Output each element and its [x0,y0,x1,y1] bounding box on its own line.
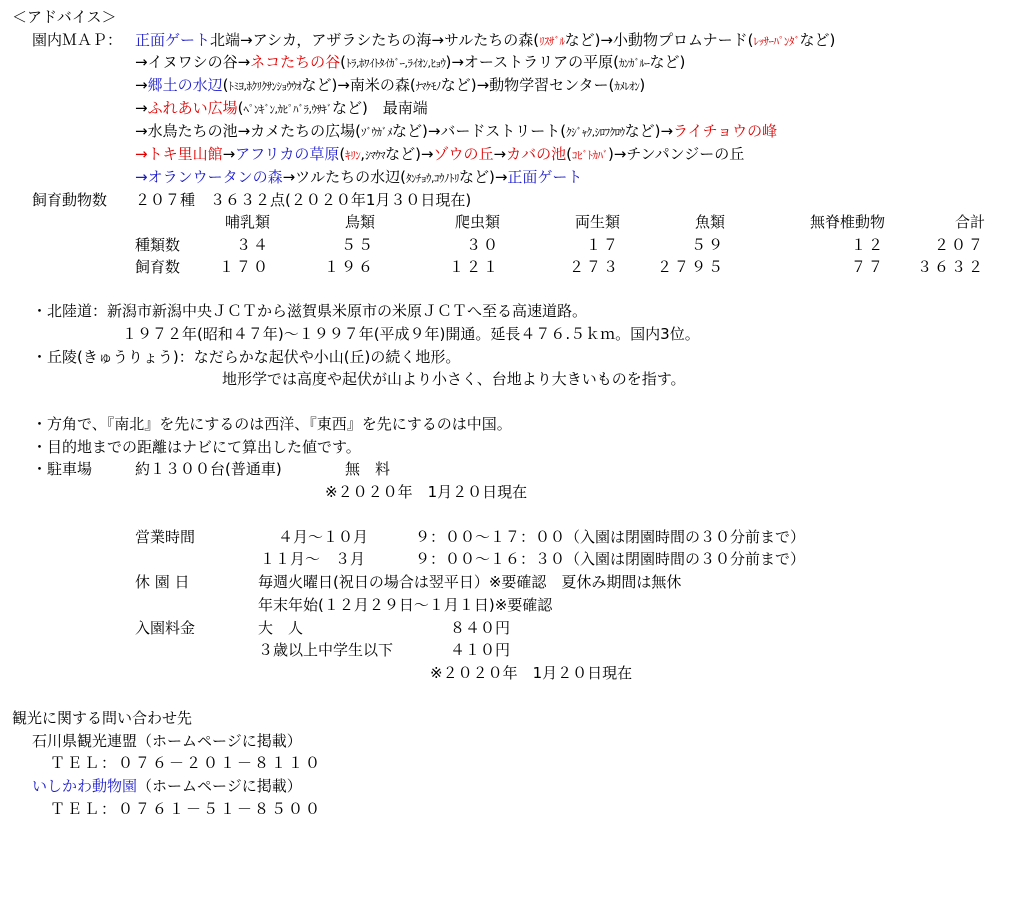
hours-time-2: ９：００～１６：３０（入園は閉園時間の３０分前まで） [415,550,806,568]
note-hokuriku-detail: １９７２年(昭和４７年)～１９９７年(平成９年)開通。延長４７６.５ｋｍ。国内3位。 [122,325,700,343]
contact-org-2 [32,775,302,797]
route-segment: ﾚｯｻｰﾊﾟﾝﾀﾞ [753,35,800,48]
route-segment: ｼﾏｳﾏ [365,149,386,162]
table-cell: ３６３２ [916,258,985,276]
table-cell: １９６ [323,258,375,276]
route-segment: ﾘｽｻﾞﾙ [539,35,565,48]
route-segment: → [135,76,148,94]
route-segment: など) 最南端 [331,99,428,117]
route-segment: 郷土の水辺 [147,76,223,94]
map-route-line-3 [135,74,645,98]
advice-heading: ＜アドバイス＞ [12,8,117,26]
table-header: 爬虫類 [454,213,500,231]
route-segment: ( [339,145,346,163]
table-cell: ２７９５ [656,258,725,276]
route-segment: →イヌワシの谷→ [135,53,251,71]
fee-date: ※２０２０年 1月２０日現在 [430,664,633,682]
closed-days: 毎週火曜日(祝日の場合は翌平日）※要確認 夏休み期間は無休 [258,573,682,591]
hours-period-2: １１月～ ３月 [260,550,366,568]
adult-fee: ８４０円 [450,619,511,637]
route-segment: ( [340,53,347,71]
route-segment: など) [649,53,686,71]
route-segment: ネコたちの谷 [250,53,341,71]
route-segment: ｸｼﾞｬｸ,ｼﾛﾌｸﾛｳ [566,126,625,139]
map-route-line-7 [135,166,582,190]
hours-label: 営業時間 [135,528,196,546]
contact-tel-2: ＴＥＬ：０７６１－５１－８５００ [50,800,323,818]
table-cell: ３０ [465,236,500,254]
table-cell: １７０ [218,258,270,276]
note-distance: ・目的地までの距離はナビにて算出した値です。 [32,438,361,456]
route-segment: ﾍﾟﾝｷﾞﾝ,ｶﾋﾟﾊﾞﾗ,ｳｻｷﾞ [243,103,332,116]
map-route-line-1 [135,29,835,53]
contact-org-1-name: 石川県観光連盟 [32,732,138,750]
parking-date: ※２０２０年 1月２０日現在 [325,483,528,501]
child-label: ３歳以上中学生以下 [258,641,394,659]
map-label: 園内ＭＡＰ： [32,31,123,49]
table-header: 魚類 [694,213,725,231]
route-segment: →オランウータンの森 [135,168,283,186]
route-segment: ﾄﾗ,ﾎﾜｲﾄﾀｲｶﾞｰ,ﾗｲｵﾝ,ﾋｮｳ [346,57,446,70]
route-segment: 正面ゲート [135,31,211,49]
route-segment: ｷﾘﾝ [345,149,361,162]
table-cell: ３４ [235,236,270,254]
child-fee: ４１０円 [450,641,511,659]
route-segment: ﾅﾏｹﾓﾉ [415,80,441,93]
route-segment: など)→南米の森( [301,76,416,94]
route-segment: ｺﾋﾞﾄｶﾊﾞ [571,149,608,162]
map-route-line-6 [135,143,744,167]
route-segment: →トキ里山館 [135,145,223,163]
route-segment: ふれあい広場 [147,99,238,117]
route-segment: ｿﾞｳｶﾞﾒ [361,126,392,139]
table-cell: ５５ [340,236,375,254]
route-segment: ﾄﾐﾖ,ﾎｸﾘｸｻﾝｼｮｳｳｵ [228,80,302,93]
table-cell: ５９ [690,236,725,254]
contact-org-2-name: いしかわ動物園 [32,777,138,795]
route-segment: など)→小動物プロムナード( [564,31,754,49]
note-kyuryo-detail: 地形学では高度や起伏が山より小さく、台地より大きいものを指す。 [222,370,686,388]
closed-new-year: 年末年始(１２月２９日～１月１日)※要確認 [258,596,553,614]
route-segment: ﾀﾝﾁｮｳ,ｺｳﾉﾄﾘ [406,172,459,185]
table-cell: １２ [850,236,885,254]
route-segment: , [360,145,366,163]
contact-org-1-note: （ホームページに掲載） [137,732,302,750]
contact-tel-1: ＴＥＬ：０７６－２０１－８１１０ [50,754,323,772]
table-header: 合計 [954,213,985,231]
route-segment: 正面ゲート [507,168,583,186]
route-segment: など)→バードストリート( [392,122,567,140]
animals-summary: ２０７種 ３６３２点(２０２０年1月３０日現在) [135,191,472,209]
note-direction: ・方角で、『南北』を先にするのは西洋、『東西』を先にするのは中国。 [32,415,512,433]
route-segment: ｶﾝｶﾞﾙｰ [619,57,650,70]
parking-label: ・駐車場 [32,460,93,478]
table-header: 鳥類 [344,213,375,231]
parking-value: 約１３００台(普通車) [135,460,282,478]
parking-fee: 無 料 [345,460,391,478]
map-route-line-5 [135,120,777,144]
route-segment: 北端→アシカ，アザラシたちの海→サルたちの森( [210,31,540,49]
hours-period-1: ４月～１０月 [278,528,369,546]
table-header: 無脊椎動物 [809,213,885,231]
contact-org-2-note: （ホームページに掲載） [137,777,302,795]
route-segment: など)→ [624,122,674,140]
route-segment: など) [799,31,836,49]
route-segment: ( [566,145,572,163]
route-segment: ｶﾒﾚｵﾝ [614,80,640,93]
table-header: 両生類 [574,213,620,231]
adult-label: 大 人 [258,619,304,637]
route-segment: )→オーストラリアの平原( [445,53,620,71]
route-segment: → [493,145,507,163]
route-segment: → [222,145,236,163]
route-segment: など)→ [385,145,434,163]
route-segment: など)→ [459,168,508,186]
route-segment: →水鳥たちの池→カメたちの広場( [135,122,361,140]
table-cell: ７７ [850,258,885,276]
closed-label: 休 園 日 [135,573,190,591]
route-segment: ( [222,76,229,94]
route-segment: など)→動物学習センター( [440,76,615,94]
animals-label: 飼育動物数 [32,191,108,209]
route-segment: ライチョウの峰 [673,122,778,140]
note-hokuriku: ・北陸道：新潟市新潟中央ＪＣＴから滋賀県米原市の米原ＪＣＴへ至る高速道路。 [32,302,588,320]
route-segment: ゾウの丘 [433,145,494,163]
contact-heading: 観光に関する問い合わせ先 [12,709,193,727]
note-kyuryo: ・丘陵(きゅうりょう)：なだらかな起伏や小山(丘)の続く地形。 [32,348,461,366]
route-segment: )→チンパンジーの丘 [607,145,745,163]
table-cell: ２０７ [933,236,985,254]
contact-org-1 [32,730,302,752]
hours-time-1: ９：００～１７：００（入園は閉園時間の３０分前まで） [415,528,806,546]
table-cell: １７ [585,236,620,254]
route-segment: →ツルたちの水辺( [282,168,406,186]
route-segment: ( [237,99,244,117]
fee-label: 入園料金 [135,619,196,637]
table-cell: ２７３ [568,258,620,276]
table-cell: １２１ [448,258,500,276]
route-segment: アフリカの草原 [235,145,340,163]
table-header: 哺乳類 [224,213,270,231]
table-row-label: 飼育数 [135,258,181,276]
route-segment: → [135,99,148,117]
map-route-line-2 [135,51,685,75]
route-segment: カバの池 [506,145,567,163]
map-route-line-4 [135,97,428,121]
route-segment: ) [639,76,646,94]
table-row-label: 種類数 [135,236,181,254]
